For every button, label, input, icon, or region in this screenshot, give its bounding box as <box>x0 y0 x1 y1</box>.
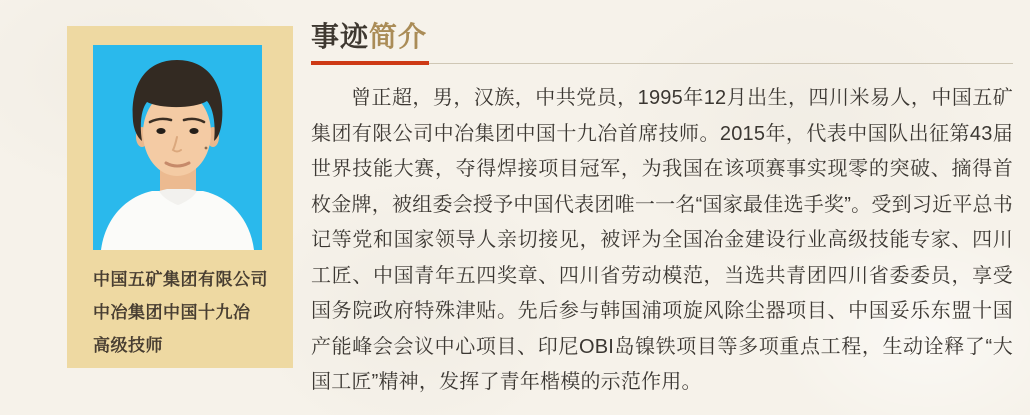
biography-section <box>311 20 1013 401</box>
title-divider <box>311 61 1013 65</box>
profile-caption-line: 中国五矿集团有限公司 <box>93 270 268 289</box>
profile-caption-line: 高级技师 <box>93 336 163 355</box>
profile-caption <box>93 263 273 362</box>
profile-card <box>67 26 293 368</box>
section-title-primary: 事迹 <box>311 21 370 52</box>
section-title-secondary: 简介 <box>369 21 428 52</box>
biography-paragraph: 曾正超，男，汉族，中共党员，1995年12月出生，四川米易人，中国五矿集团有限公司中冶集团中国十九冶首席技师。2015年，代表中国队出征第43届世界技能大赛，夺得焊接项目冠军，为我国在该项赛事实现零的突破、摘得首枚金牌，被组委会授予中国代表团唯一一名“国家最佳选手奖”。受到习近平总书记等党和国家领导人亲切接见，被评为全国冶金建设行业高级技能专家、四川工匠、中国青年五四奖章、四川省劳动模范，当选共青团四川省委委员，享受国务院政府特殊津贴。先后参与韩国浦项旋风除尘器项目、中国妥乐东盟十国产能峰会会议中心项目、印尼OBI岛镍铁项目等多项重点工程，生动诠释了“大国工匠”精神，发挥了青年楷模的示范作用。 <box>311 87 1013 393</box>
divider-accent-bar <box>311 61 429 65</box>
divider-thin-line <box>429 63 1013 64</box>
portrait-photo-illustration <box>93 45 262 250</box>
portrait-photo <box>93 45 262 250</box>
section-title <box>311 20 1013 54</box>
profile-caption-line: 中冶集团中国十九冶 <box>93 303 251 322</box>
